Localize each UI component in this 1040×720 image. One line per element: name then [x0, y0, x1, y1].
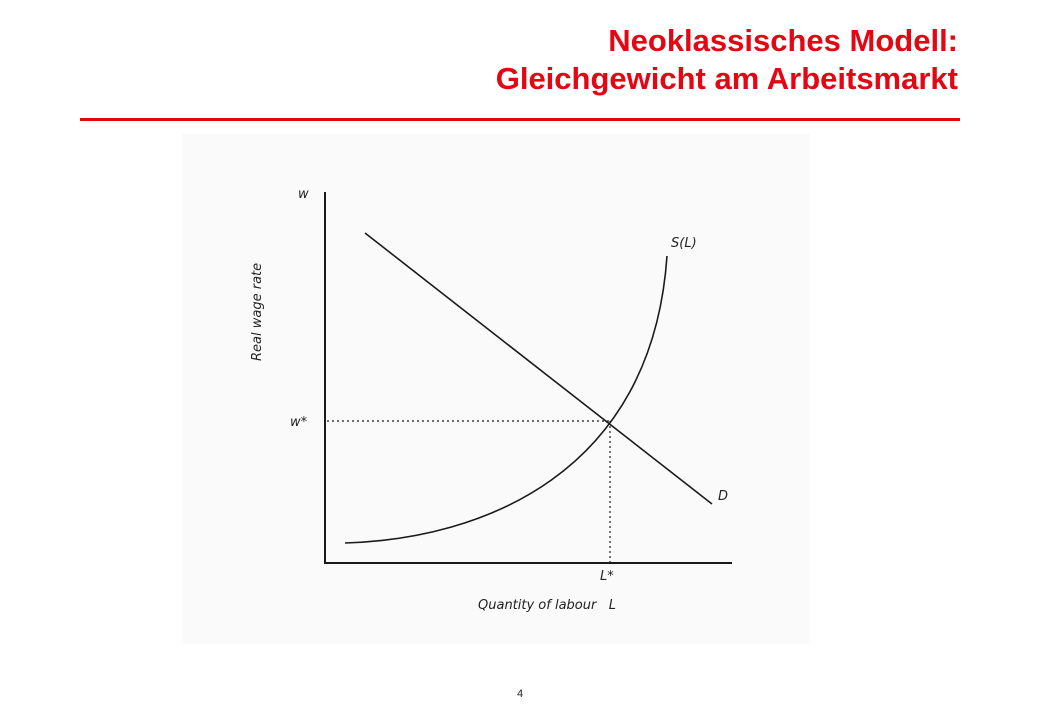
equilibrium-quantity-label: L* — [600, 569, 614, 584]
diagram-svg — [182, 134, 810, 644]
equilibrium-wage-label: w* — [290, 415, 308, 430]
supply-curve — [345, 256, 667, 543]
title-line-2: Gleichgewicht am Arbeitsmarkt — [495, 61, 958, 96]
demand-curve — [365, 233, 712, 504]
demand-curve-label: D — [718, 489, 729, 504]
y-axis-label: Real wage rate — [250, 262, 265, 361]
x-axis-label: Quantity of labour L — [478, 598, 616, 613]
labour-market-diagram — [182, 134, 810, 644]
y-axis-symbol: w — [298, 187, 309, 202]
page-number: 4 — [516, 688, 524, 700]
slide-title — [496, 22, 958, 98]
title-line-1: Neoklassisches Modell: — [608, 23, 958, 58]
supply-curve-label: S(L) — [671, 236, 697, 251]
title-divider — [80, 118, 960, 121]
